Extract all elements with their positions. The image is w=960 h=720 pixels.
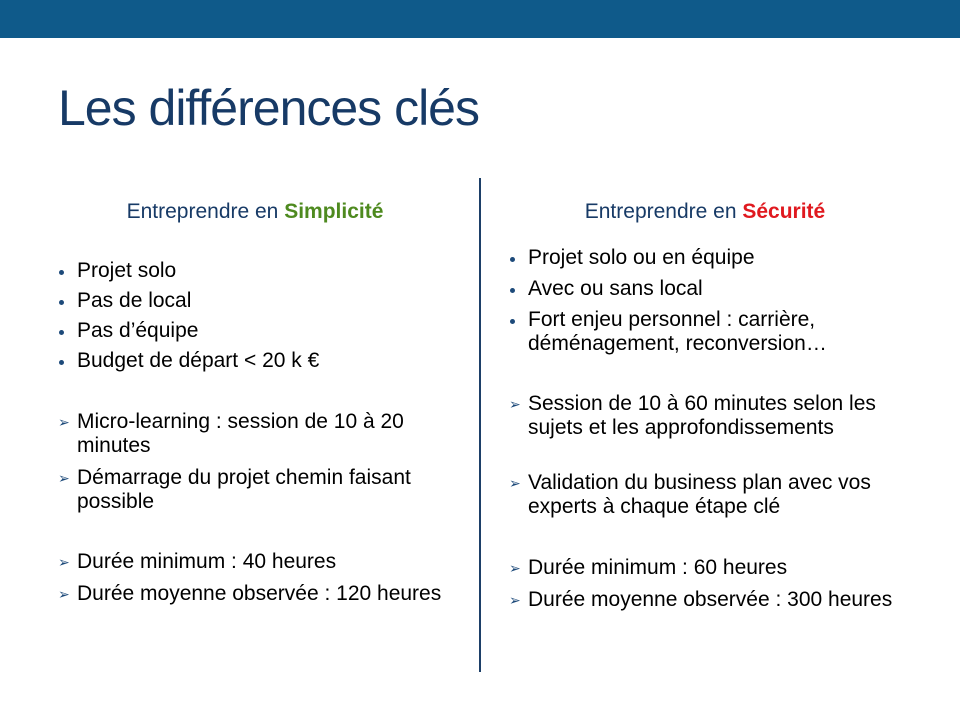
right-heading-prefix: Entreprendre en [584, 200, 743, 223]
dot-bullet-icon [510, 288, 515, 293]
right-arrow-item [509, 556, 913, 580]
dot-bullet-icon [59, 270, 64, 275]
right-arrow-text: Validation du business plan avec vos experts à chaque étape clé [528, 471, 871, 518]
right-arrow-item [509, 392, 913, 440]
left-bullet-text: Pas de local [77, 289, 192, 312]
left-column-heading [60, 199, 450, 225]
left-heading-prefix: Entreprendre en [126, 200, 285, 223]
dot-bullet-icon [59, 360, 64, 365]
dot-bullet-icon [59, 300, 64, 305]
dot-bullet-icon [59, 330, 64, 335]
right-arrow-text: Session de 10 à 60 minutes selon les sujets et les approfondissements [528, 392, 876, 439]
arrow-bullet-icon: ➢ [509, 475, 521, 491]
left-arrow-text: Démarrage du projet chemin faisant possible [77, 466, 411, 513]
right-arrow-text: Durée minimum : 60 heures [528, 556, 788, 579]
left-arrow-item [58, 550, 452, 574]
right-bullet-item [528, 246, 918, 270]
arrow-bullet-icon: ➢ [509, 592, 521, 608]
right-arrow-text: Durée moyenne observée : 300 heures [528, 588, 893, 611]
dot-bullet-icon [510, 319, 515, 324]
right-bullet-item [528, 308, 918, 356]
arrow-bullet-icon: ➢ [58, 586, 70, 602]
right-bullet-text: Fort enjeu personnel : carrière, déménagement, reconversion… [528, 308, 827, 355]
arrow-bullet-icon: ➢ [58, 554, 70, 570]
left-arrow-text: Durée moyenne observée : 120 heures [77, 582, 442, 605]
left-bullet-text: Budget de départ < 20 k € [77, 349, 320, 372]
left-bullet-text: Projet solo [77, 259, 177, 282]
left-bullet-item [77, 289, 467, 313]
arrow-bullet-icon: ➢ [509, 560, 521, 576]
left-heading-keyword: Simplicité [284, 200, 384, 223]
column-divider [479, 178, 481, 672]
left-arrow-text: Durée minimum : 40 heures [77, 550, 337, 573]
left-arrow-text: Micro-learning : session de 10 à 20 minutes [77, 410, 404, 457]
arrow-bullet-icon: ➢ [58, 414, 70, 430]
right-arrow-item [509, 588, 913, 612]
arrow-bullet-icon: ➢ [58, 470, 70, 486]
right-arrow-item [509, 471, 913, 519]
left-arrow-item [58, 582, 452, 606]
left-bullet-item [77, 259, 467, 283]
right-heading-keyword: Sécurité [742, 200, 826, 223]
header-bar [0, 0, 960, 38]
left-arrow-item [58, 410, 452, 458]
dot-bullet-icon [510, 257, 515, 262]
left-arrow-item [58, 466, 452, 514]
right-bullet-text: Projet solo ou en équipe [528, 246, 755, 269]
left-bullet-text: Pas d’équipe [77, 319, 199, 342]
left-bullet-item [77, 319, 467, 343]
right-bullet-item [528, 277, 918, 301]
left-bullet-item [77, 349, 467, 373]
right-bullet-text: Avec ou sans local [528, 277, 703, 300]
right-column-heading [510, 199, 900, 225]
slide-title: Les différences clés [58, 80, 479, 136]
arrow-bullet-icon: ➢ [509, 396, 521, 412]
